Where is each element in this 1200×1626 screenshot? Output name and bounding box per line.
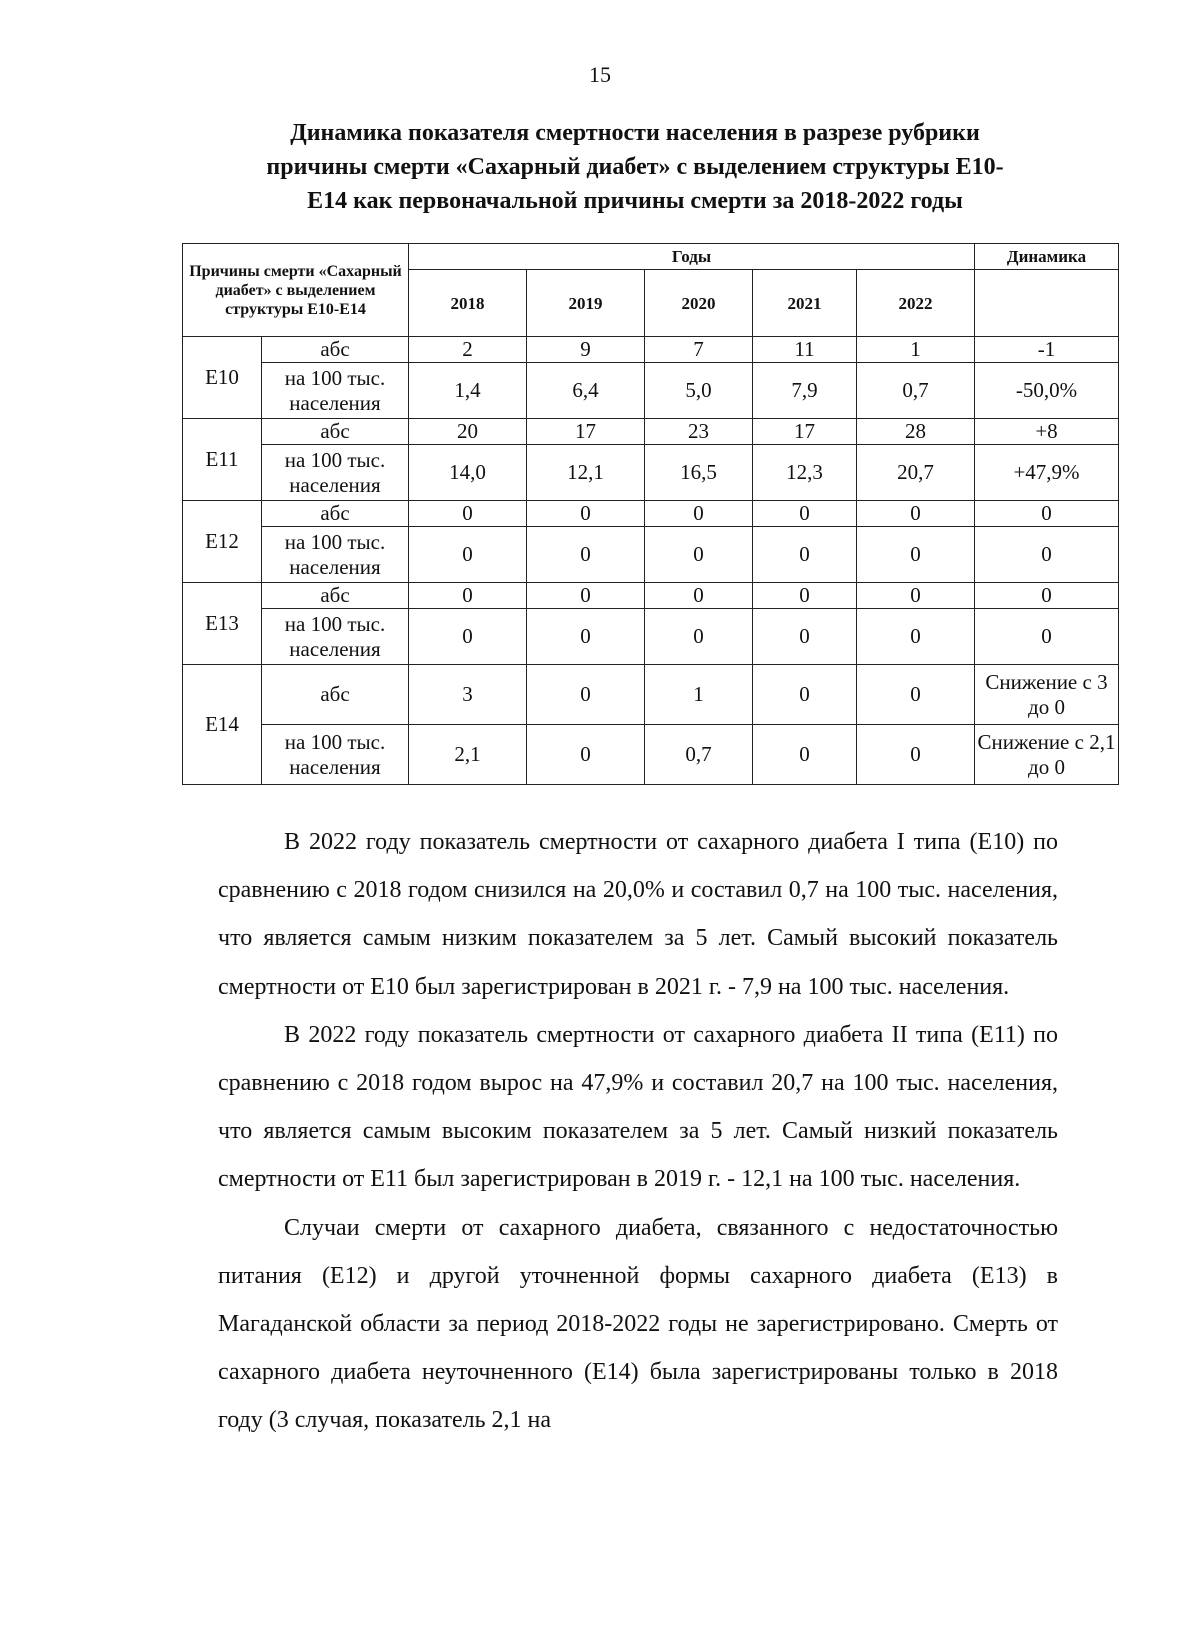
metric-label: на 100 тыс. населения [262, 609, 409, 665]
table-row [183, 665, 1119, 725]
paragraph: В 2022 году показатель смертности от сахарного диабета I типа (Е10) по сравнению с 2018 годом снизился на 20,0% и составил 0,7 на 100 тыс. населения, что является самым низким показателем за 5 лет. Самый высокий показатель смертности от Е10 был зарегистрирован в 2021 г. - 7,9 на 100 тыс. населения. [218, 829, 1058, 1000]
dynamics-cell: 0 [975, 609, 1119, 665]
value-cell: 0 [527, 665, 645, 725]
value-cell: 7 [645, 337, 753, 363]
dynamics-cell: 0 [975, 501, 1119, 527]
value-cell: 17 [527, 419, 645, 445]
dynamics-cell: +47,9% [975, 445, 1119, 501]
mortality-table [182, 243, 1119, 785]
value-cell: 0 [753, 609, 857, 665]
cause-code: Е13 [183, 583, 262, 665]
value-cell: 12,1 [527, 445, 645, 501]
year-header: 2019 [527, 270, 645, 337]
cause-code: Е12 [183, 501, 262, 583]
dynamics-cell: Снижение с 2,1 до 0 [975, 725, 1119, 785]
value-cell: 2 [409, 337, 527, 363]
year-header: 2020 [645, 270, 753, 337]
value-cell: 0 [527, 583, 645, 609]
dynamics-cell: 0 [975, 527, 1119, 583]
years-header: Годы [409, 244, 975, 270]
metric-label: на 100 тыс. населения [262, 445, 409, 501]
table-row [183, 527, 1119, 583]
dynamics-cell: -1 [975, 337, 1119, 363]
value-cell: 3 [409, 665, 527, 725]
value-cell: 0 [753, 665, 857, 725]
table-row [183, 419, 1119, 445]
value-cell: 7,9 [753, 363, 857, 419]
value-cell: 9 [527, 337, 645, 363]
title-line: Е14 как первоначальной причины смерти за 2018-2022 годы [307, 188, 963, 214]
title-line: причины смерти «Сахарный диабет» с выделением структуры Е10- [266, 154, 1004, 180]
value-cell: 2,1 [409, 725, 527, 785]
metric-label: абс [262, 583, 409, 609]
value-cell: 0 [857, 665, 975, 725]
dynamics-cell: Снижение с 3 до 0 [975, 665, 1119, 725]
value-cell: 0 [527, 501, 645, 527]
value-cell: 20 [409, 419, 527, 445]
value-cell: 11 [753, 337, 857, 363]
value-cell: 23 [645, 419, 753, 445]
dynamics-cell: +8 [975, 419, 1119, 445]
body-text [218, 818, 1058, 1445]
value-cell: 1,4 [409, 363, 527, 419]
dynamics-subheader [975, 270, 1119, 337]
table-row [183, 501, 1119, 527]
value-cell: 0 [645, 527, 753, 583]
value-cell: 0 [753, 501, 857, 527]
dynamics-cell: 0 [975, 583, 1119, 609]
value-cell: 12,3 [753, 445, 857, 501]
value-cell: 0,7 [857, 363, 975, 419]
table-title [215, 116, 1055, 218]
value-cell: 0 [645, 583, 753, 609]
value-cell: 0 [527, 609, 645, 665]
value-cell: 0 [409, 609, 527, 665]
value-cell: 28 [857, 419, 975, 445]
value-cell: 20,7 [857, 445, 975, 501]
metric-label: абс [262, 665, 409, 725]
value-cell: 0 [409, 583, 527, 609]
value-cell: 5,0 [645, 363, 753, 419]
value-cell: 0 [857, 501, 975, 527]
year-header: 2018 [409, 270, 527, 337]
value-cell: 0 [527, 527, 645, 583]
cause-header: Причины смерти «Сахарный диабет» с выделением структуры Е10-Е14 [183, 244, 409, 337]
paragraph: Случаи смерти от сахарного диабета, связанного с недостаточностью питания (Е12) и другой уточненной формы сахарного диабета (Е13) в Магаданской области за период 2018-2022 годы не зарегистрировано. Смерть от сахарного диабета неуточненного (Е14) была зарегистрированы только в 2018 году (3 случая, показатель 2,1 на [218, 1214, 1058, 1434]
cause-code: Е14 [183, 665, 262, 785]
value-cell: 0 [409, 501, 527, 527]
year-header: 2022 [857, 270, 975, 337]
paragraph: В 2022 году показатель смертности от сахарного диабета II типа (Е11) по сравнению с 2018 годом вырос на 47,9% и составил 20,7 на 100 тыс. населения, что является самым высоким показателем за 5 лет. Самый низкий показатель смертности от Е11 был зарегистрирован в 2019 г. - 12,1 на 100 тыс. населения. [218, 1021, 1058, 1193]
value-cell: 17 [753, 419, 857, 445]
value-cell: 0,7 [645, 725, 753, 785]
title-line: Динамика показателя смертности населения в разрезе рубрики [290, 120, 980, 146]
cause-code: Е10 [183, 337, 262, 419]
value-cell: 0 [409, 527, 527, 583]
value-cell: 0 [857, 725, 975, 785]
value-cell: 0 [857, 583, 975, 609]
value-cell: 0 [753, 527, 857, 583]
metric-label: на 100 тыс. населения [262, 725, 409, 785]
metric-label: на 100 тыс. населения [262, 363, 409, 419]
cause-code: Е11 [183, 419, 262, 501]
metric-label: на 100 тыс. населения [262, 527, 409, 583]
table-row [183, 363, 1119, 419]
year-header: 2021 [753, 270, 857, 337]
value-cell: 6,4 [527, 363, 645, 419]
metric-label: абс [262, 419, 409, 445]
value-cell: 0 [645, 609, 753, 665]
dynamics-cell: -50,0% [975, 363, 1119, 419]
metric-label: абс [262, 501, 409, 527]
table-row [183, 609, 1119, 665]
value-cell: 0 [753, 725, 857, 785]
page-number: 15 [589, 62, 611, 87]
value-cell: 1 [857, 337, 975, 363]
value-cell: 1 [645, 665, 753, 725]
table-row [183, 445, 1119, 501]
table-row [183, 583, 1119, 609]
value-cell: 16,5 [645, 445, 753, 501]
value-cell: 0 [753, 583, 857, 609]
dynamics-header: Динамика [975, 244, 1119, 270]
value-cell: 0 [527, 725, 645, 785]
value-cell: 0 [857, 527, 975, 583]
value-cell: 0 [857, 609, 975, 665]
table-row [183, 725, 1119, 785]
metric-label: абс [262, 337, 409, 363]
value-cell: 14,0 [409, 445, 527, 501]
value-cell: 0 [645, 501, 753, 527]
table-row [183, 337, 1119, 363]
